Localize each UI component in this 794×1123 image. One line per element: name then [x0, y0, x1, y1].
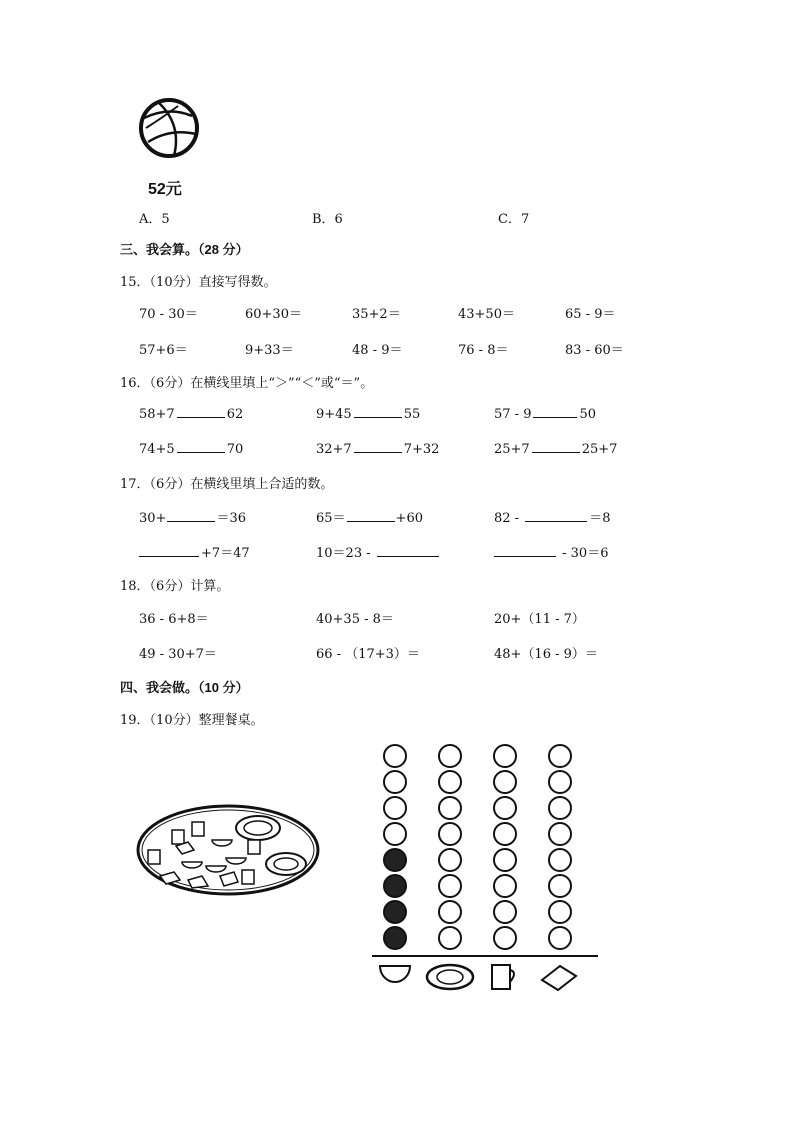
- tally-circle-empty[interactable]: [549, 771, 571, 793]
- q17-item: [139, 542, 250, 561]
- tally-circle-empty[interactable]: [439, 849, 461, 871]
- q16-right: 62: [226, 407, 244, 422]
- q16-left: 57 - 9: [494, 407, 532, 422]
- answer-blank[interactable]: [139, 544, 199, 557]
- tally-circle-empty[interactable]: [439, 901, 461, 923]
- q17-item: [316, 542, 439, 561]
- tally-circle-empty[interactable]: [384, 771, 406, 793]
- napkin-icon: [542, 966, 576, 990]
- q16-right: 25+7: [581, 442, 618, 457]
- q17-item: [494, 507, 610, 526]
- tally-circle-empty[interactable]: [549, 849, 571, 871]
- q15-item: 35+2＝: [352, 307, 401, 322]
- answer-blank[interactable]: [533, 405, 577, 418]
- answer-blank[interactable]: [525, 509, 587, 522]
- q16-item: [494, 405, 596, 422]
- q16-item: [139, 440, 243, 457]
- basketball-icon: [138, 98, 202, 162]
- q15-item: 48 - 9＝: [352, 343, 403, 358]
- tally-circle-empty[interactable]: [439, 875, 461, 897]
- tally-circle-filled[interactable]: [384, 875, 406, 897]
- answer-blank[interactable]: [167, 509, 215, 522]
- tally-circle-empty[interactable]: [439, 771, 461, 793]
- q16-right: 70: [226, 442, 244, 457]
- q16-item: [316, 405, 420, 422]
- tally-chart: [370, 740, 602, 996]
- q17-pre: 30+: [139, 511, 167, 526]
- q15-item: 83 - 60＝: [565, 343, 624, 358]
- q15-item: 60+30＝: [245, 307, 302, 322]
- tally-circle-empty[interactable]: [549, 875, 571, 897]
- q16-right: 7+32: [403, 442, 440, 457]
- tally-circle-empty[interactable]: [494, 849, 516, 871]
- q19-title: 19．（10分）整理餐桌。: [120, 713, 264, 728]
- q17-post: +7＝47: [201, 546, 250, 561]
- q18-item: 40+35 - 8＝: [316, 612, 394, 627]
- tally-circle-empty[interactable]: [494, 901, 516, 923]
- answer-blank[interactable]: [377, 544, 439, 557]
- section-4-title: 四、我会做。（10 分）: [120, 680, 249, 695]
- tally-circle-empty[interactable]: [494, 745, 516, 767]
- q15-item: 70 - 30＝: [139, 307, 198, 322]
- tally-circle-filled[interactable]: [384, 927, 406, 949]
- answer-blank[interactable]: [494, 544, 556, 557]
- tally-circle-empty[interactable]: [384, 797, 406, 819]
- tally-circle-empty[interactable]: [494, 771, 516, 793]
- q16-left: 25+7: [494, 442, 530, 457]
- q16-right: 50: [579, 407, 597, 422]
- q16-left: 74+5: [139, 442, 175, 457]
- answer-blank[interactable]: [354, 405, 402, 418]
- choice-c: C．7: [498, 212, 530, 227]
- q16-item: [316, 440, 439, 457]
- answer-blank[interactable]: [177, 440, 225, 453]
- q16-right: 55: [403, 407, 421, 422]
- tally-circle-empty[interactable]: [549, 823, 571, 845]
- q18-item: 36 - 6+8＝: [139, 612, 209, 627]
- q17-post: ＝8: [589, 511, 611, 526]
- q18-title: 18．（6分）计算。: [120, 579, 230, 594]
- choice-b: B．6: [312, 212, 343, 227]
- q17-item: [139, 507, 246, 526]
- q16-item: [139, 405, 243, 422]
- choice-a: A．5: [139, 212, 170, 227]
- q17-pre: 65＝: [316, 511, 346, 526]
- tally-circle-empty[interactable]: [549, 901, 571, 923]
- answer-blank[interactable]: [354, 440, 402, 453]
- q16-item: [494, 440, 617, 457]
- tally-circle-empty[interactable]: [494, 797, 516, 819]
- q15-item: 76 - 8＝: [458, 343, 509, 358]
- tally-circle-empty[interactable]: [549, 797, 571, 819]
- q17-post: ＝36: [216, 511, 246, 526]
- q17-title: 17．（6分）在横线里填上合适的数。: [120, 477, 334, 492]
- tally-circle-filled[interactable]: [384, 901, 406, 923]
- cup-icon: [492, 965, 514, 989]
- tally-circle-empty[interactable]: [439, 797, 461, 819]
- q18-item: 20+（11 - 7）: [494, 612, 585, 627]
- q17-item: [316, 507, 423, 526]
- answer-blank[interactable]: [532, 440, 580, 453]
- tally-circle-empty[interactable]: [384, 823, 406, 845]
- q16-left: 58+7: [139, 407, 175, 422]
- answer-blank[interactable]: [347, 509, 395, 522]
- tally-circle-empty[interactable]: [439, 745, 461, 767]
- plate-icon: [427, 965, 473, 989]
- bowl-icon: [380, 966, 410, 982]
- q17-pre: 10＝23 -: [316, 546, 375, 561]
- tally-circle-filled[interactable]: [384, 849, 406, 871]
- tally-circle-empty[interactable]: [494, 875, 516, 897]
- q15-item: 43+50＝: [458, 307, 515, 322]
- q18-item: 66 - （17+3）＝: [316, 647, 420, 662]
- q15-title: 15．（10分）直接写得数。: [120, 275, 277, 290]
- tally-circle-empty[interactable]: [439, 823, 461, 845]
- q15-item: 9+33＝: [245, 343, 294, 358]
- answer-blank[interactable]: [177, 405, 225, 418]
- tally-circle-empty[interactable]: [494, 823, 516, 845]
- q18-item: 49 - 30+7＝: [139, 647, 217, 662]
- q15-item: 65 - 9＝: [565, 307, 616, 322]
- q17-post: +60: [395, 511, 423, 526]
- q16-left: 32+7: [316, 442, 352, 457]
- price-label: 52元: [148, 181, 182, 198]
- q16-title: 16．（6分）在横线里填上“＞”“＜”或“＝”。: [120, 376, 374, 391]
- q16-left: 9+45: [316, 407, 352, 422]
- q15-item: 57+6＝: [139, 343, 188, 358]
- tally-circle-empty[interactable]: [494, 927, 516, 949]
- q18-item: 48+（16 - 9）＝: [494, 647, 598, 662]
- tally-circle-empty[interactable]: [439, 927, 461, 949]
- tally-circle-empty[interactable]: [549, 745, 571, 767]
- q17-pre: 82 -: [494, 511, 524, 526]
- tally-circle-empty[interactable]: [384, 745, 406, 767]
- section-3-title: 三、我会算。（28 分）: [120, 242, 249, 257]
- dining-table-illustration: [130, 800, 330, 900]
- q17-item: [494, 542, 608, 561]
- tally-circle-empty[interactable]: [549, 927, 571, 949]
- q17-post: - 30＝6: [558, 546, 609, 561]
